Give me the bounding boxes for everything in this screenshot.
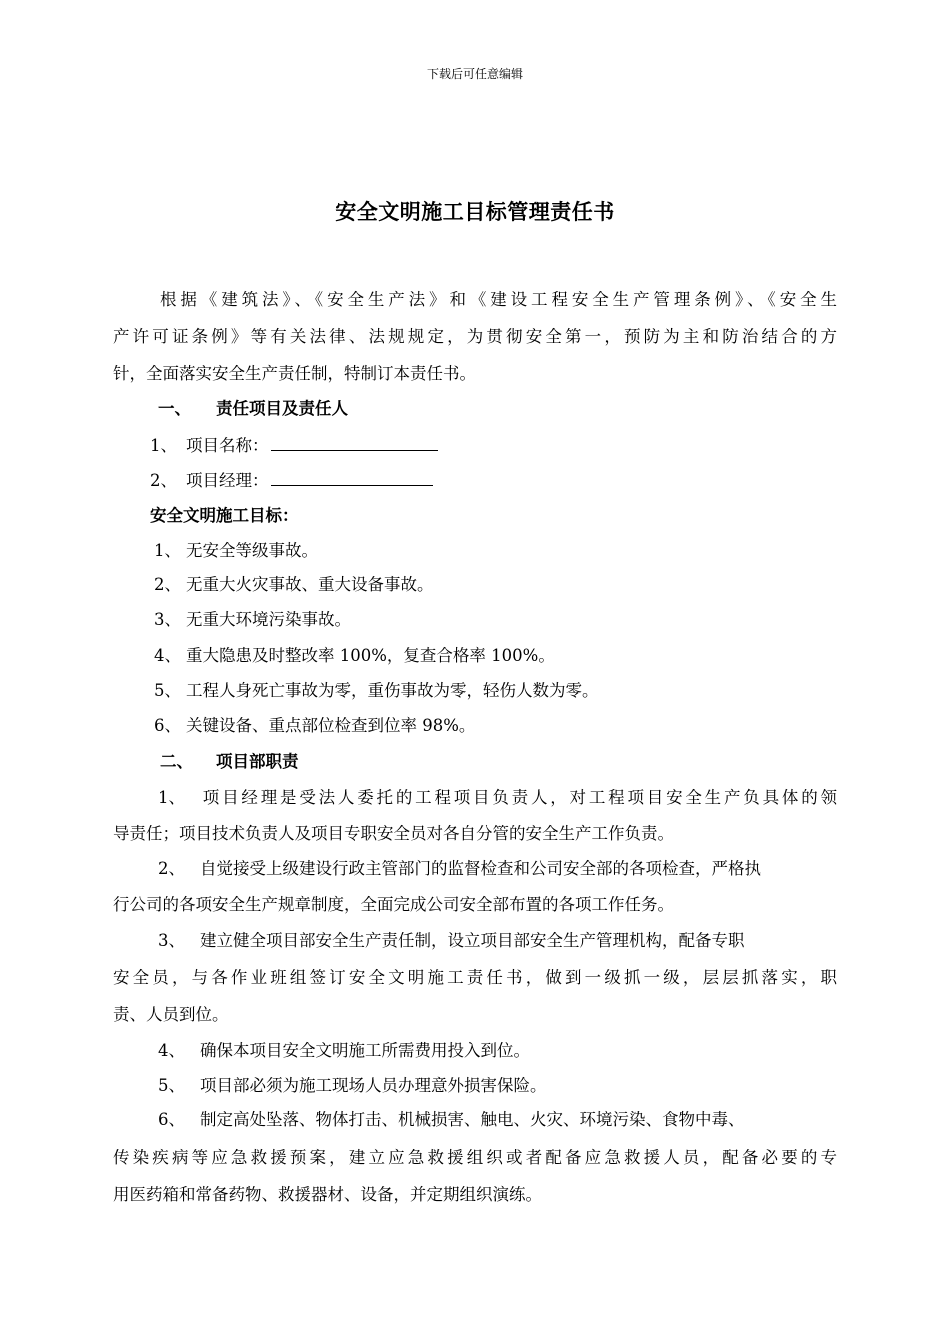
duty-number: 1、 <box>158 788 185 807</box>
goal-text: 无重大火灾事故、重大设备事故。 <box>186 575 434 594</box>
duty-text: 建立健全项目部安全生产责任制，设立项目部安全生产管理机构，配备专职 <box>200 931 745 950</box>
duty-1-line-2: 导责任；项目技术负责人及项目专职安全员对各自分管的安全生产工作负责。 <box>113 824 674 843</box>
goal-text: 无安全等级事故。 <box>186 541 318 560</box>
duty-number: 4、 <box>158 1041 185 1060</box>
section-2-heading <box>160 750 884 774</box>
duty-6-line-2: 传染疾病等应急救援预案，建立应急救援组织或者配备应急救援人员，配备必要的专 <box>113 1148 837 1167</box>
goal-number: 2、 <box>154 575 181 594</box>
duty-text: 自觉接受上级建设行政主管部门的监督检查和公司安全部的各项检查，严格执 <box>200 859 761 878</box>
goal-item-6 <box>154 714 878 738</box>
duty-6-line-1 <box>158 1108 837 1132</box>
project-name-blank-line[interactable] <box>271 432 438 451</box>
goal-text: 工程人身死亡事故为零，重伤事故为零，轻伤人数为零。 <box>186 681 599 700</box>
goal-item-2 <box>154 573 878 597</box>
duty-6-line-3: 用医药箱和常备药物、救援器材、设备，并定期组织演练。 <box>113 1185 542 1204</box>
goal-text: 重大隐患及时整改率 100%，复查合格率 100%。 <box>186 646 555 665</box>
duty-number: 3、 <box>158 931 185 950</box>
section-1-heading <box>158 397 882 421</box>
goal-text: 关键设备、重点部位检查到位率 98%。 <box>186 716 476 735</box>
goals-heading: 安全文明施工目标： <box>150 506 299 525</box>
goal-item-3 <box>154 608 878 632</box>
header-note: 下载后可任意编辑 <box>426 67 523 81</box>
duty-2-line-2: 行公司的各项安全生产规章制度，全面完成公司安全部布置的各项工作任务。 <box>113 895 674 914</box>
goal-number: 1、 <box>154 541 181 560</box>
goal-item-5 <box>154 679 878 703</box>
intro-line-3: 针，全面落实安全生产责任制，特制订本责任书。 <box>113 364 476 383</box>
field-project-manager-number: 2、 <box>150 471 177 490</box>
goal-item-1 <box>154 539 878 563</box>
duty-text: 项目经理是受法人委托的工程项目负责人，对工程项目安全生产负具体的领 <box>200 788 837 807</box>
duty-3-line-3: 责、人员到位。 <box>113 1005 229 1024</box>
section-1-number: 一、 <box>158 399 191 418</box>
goal-item-4 <box>154 644 878 668</box>
duty-text: 确保本项目安全文明施工所需费用投入到位。 <box>200 1041 530 1060</box>
duty-2-line-1 <box>158 857 837 881</box>
section-1-title: 责任项目及责任人 <box>216 399 348 418</box>
section-2-title: 项目部职责 <box>216 752 299 771</box>
intro-line-1: 根据《建筑法》、《安全生产法》和《建设工程安全生产管理条例》、《安全生 <box>160 290 837 309</box>
goal-number: 5、 <box>154 681 181 700</box>
duty-number: 2、 <box>158 859 185 878</box>
goal-number: 3、 <box>154 610 181 629</box>
field-project-name <box>150 432 874 458</box>
project-manager-blank-line[interactable] <box>271 467 433 486</box>
field-project-name-label: 项目名称： <box>186 436 269 455</box>
intro-line-2: 产许可证条例》等有关法律、法规规定，为贯彻安全第一，预防为主和防治结合的方 <box>113 327 837 346</box>
field-project-manager <box>150 467 874 493</box>
duty-text: 制定高处坠落、物体打击、机械损害、触电、火灾、环境污染、食物中毒、 <box>200 1110 745 1129</box>
duty-5-line-1 <box>158 1074 882 1098</box>
field-project-name-number: 1、 <box>150 436 177 455</box>
section-2-number: 二、 <box>160 752 193 771</box>
page-title: 安全文明施工目标管理责任书 <box>335 199 615 224</box>
duty-3-line-2: 安全员，与各作业班组签订安全文明施工责任书，做到一级抓一级，层层抓落实，职 <box>113 968 837 987</box>
goal-number: 4、 <box>154 646 181 665</box>
duty-1-line-1 <box>158 786 837 810</box>
field-project-manager-label: 项目经理： <box>186 471 269 490</box>
goal-text: 无重大环境污染事故。 <box>186 610 351 629</box>
duty-number: 5、 <box>158 1076 185 1095</box>
duty-text: 项目部必须为施工现场人员办理意外损害保险。 <box>200 1076 547 1095</box>
goal-number: 6、 <box>154 716 181 735</box>
duty-4-line-1 <box>158 1039 882 1063</box>
duty-3-line-1 <box>158 929 837 953</box>
duty-number: 6、 <box>158 1110 185 1129</box>
